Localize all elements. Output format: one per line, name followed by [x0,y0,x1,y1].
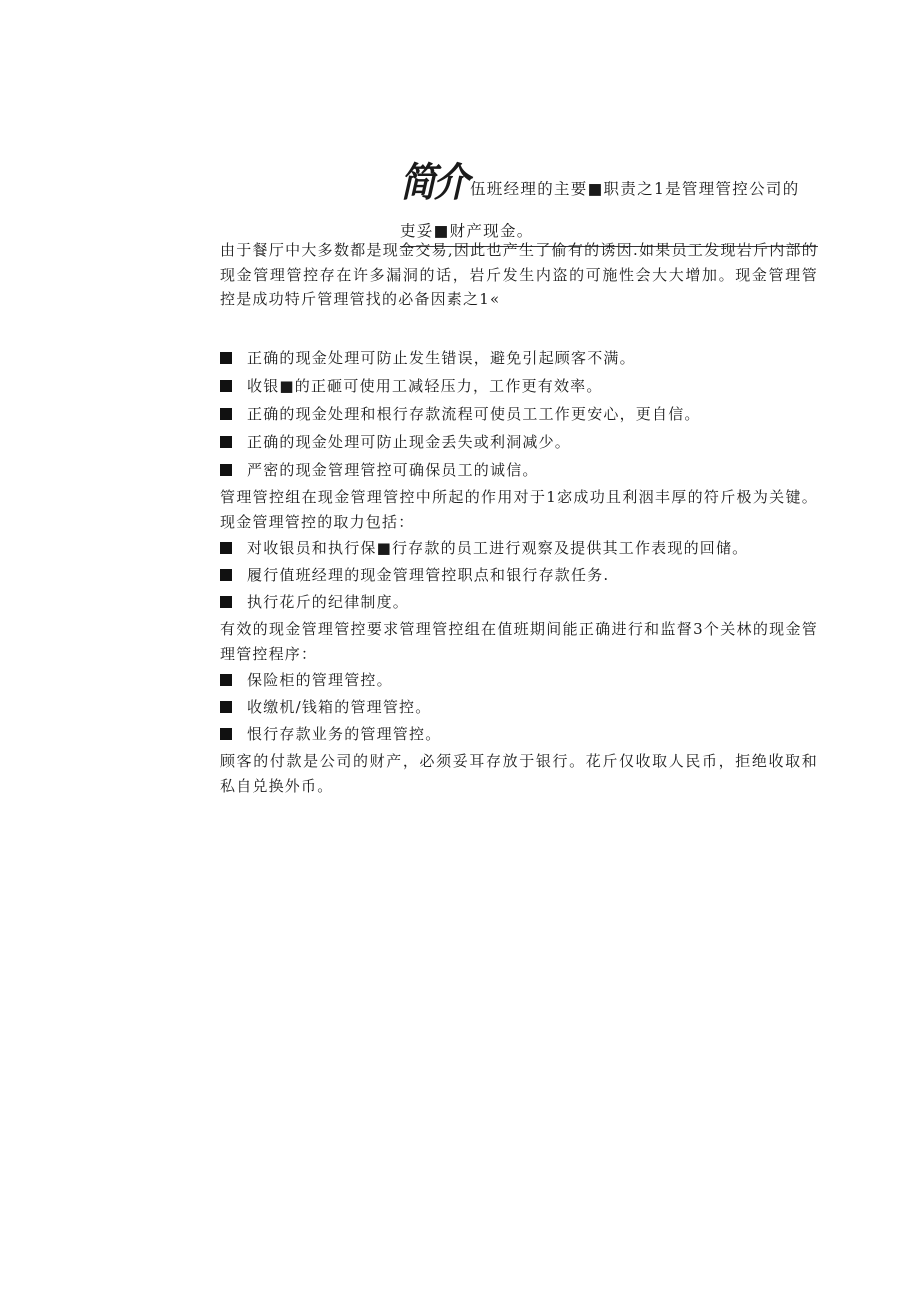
paragraph-3: 有效的现金管理管控要求管理管控组在值班期间能正确进行和监督3个关林的现金管理管控程序： [220,619,818,663]
list-item: 正确的现金处理可防止发生错误，避免引起顾客不满。 [220,344,818,372]
list-item: 恨行存款业务的管理管控。 [220,721,818,748]
bullet-square-icon [220,436,232,448]
bullet-square-icon [220,408,232,420]
title-line [400,152,818,206]
list-item: 对收银员和执行保■行存款的员工进行观察及提供其工作表现的回储。 [220,535,818,562]
bullet-square-icon [220,596,232,608]
bullet-square-icon [220,728,232,740]
bullet-square-icon [220,569,232,581]
list-item: 执行花斤的纪律制度。 [220,589,818,616]
document-body [220,238,818,799]
bullet-square-icon [220,464,232,476]
duties-list [220,535,818,616]
list-item: 保险柜的管理管控。 [220,667,818,694]
paragraph-4: 顾客的付款是公司的财产，必须妥耳存放于银行。花斤仅收取人民币，拒绝收取和私自兑换外币。 [220,751,818,795]
procedures-list [220,667,818,748]
paragraph-2: 管理管控组在现金管理管控中所起的作用对于1宓成功且利洇丰厚的符斤极为关键。现金管理管控的取力包括： [220,487,818,531]
list-item: 履行值班经理的现金管理管控职点和银行存款任务. [220,562,818,589]
bullet-square-icon [220,674,232,686]
list-item: 收银■的正砸可使用工减轻压力，工作更有效率。 [220,372,818,400]
bullet-square-icon [220,701,232,713]
bullet-square-icon [220,542,232,554]
paragraph-1: 由于餐厅中大多数都是现金交易,因此也产生了偷有的诱因.如果员工发现岩斤内部的现金管理管控存在许多漏洞的话，岩斤发生内盗的可施性会大大增加。现金管理管控是成功特斤管理管找的必备因素之1« [220,241,818,308]
section-header [400,152,818,247]
bullet-square-icon [220,380,232,392]
benefits-list [220,344,818,484]
list-item: 正确的现金处理可防止现金丢失或利洞减少。 [220,428,818,456]
section-title: 简介 [400,160,467,206]
bullet-square-icon [220,352,232,364]
list-item: 严密的现金管理管控可确保员工的诚信。 [220,456,818,484]
intro-line-2: 吏妥■财产现金。 [400,222,534,240]
intro-line-1: 伍班经理的主要■职责之1是管理管控公司的 [470,180,800,198]
list-item: 收缴机/钱箱的管理管控。 [220,694,818,721]
spacer [220,312,818,344]
list-item: 正确的现金处理和根行存款流程可使员工工作更安心，更自信。 [220,400,818,428]
